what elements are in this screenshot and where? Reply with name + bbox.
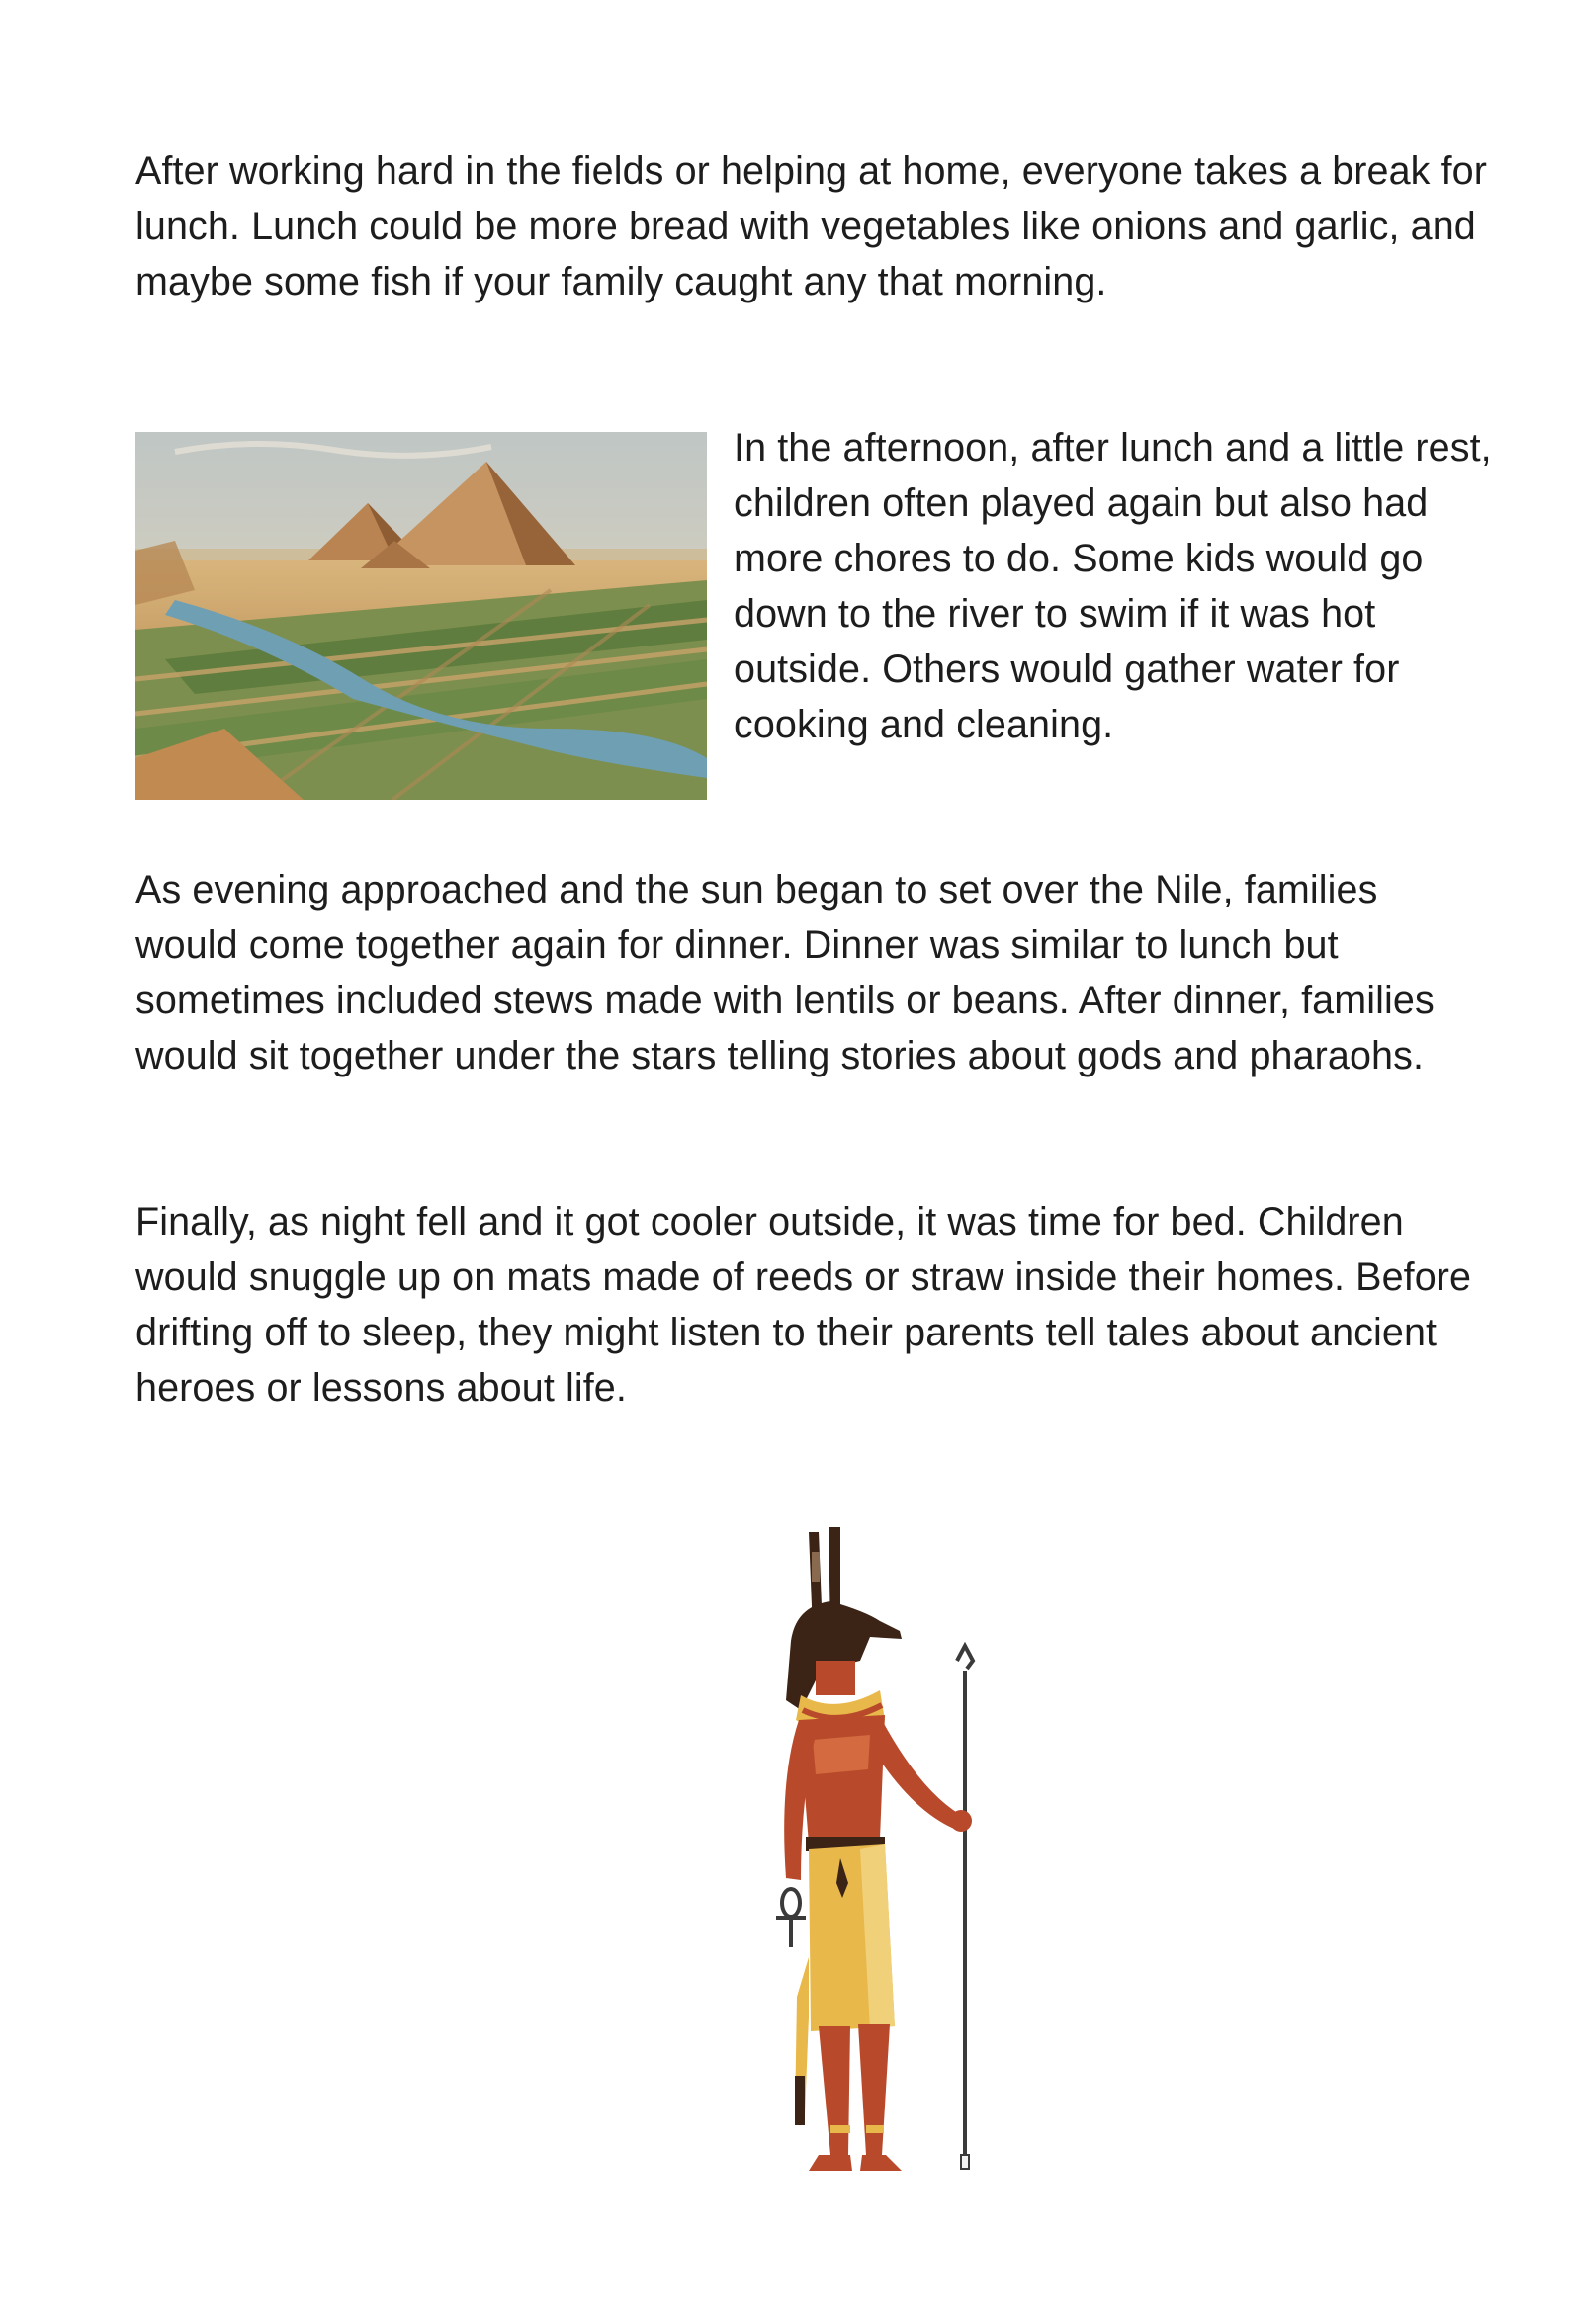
- paragraph-afternoon: In the afternoon, after lunch and a little rest, children often played again but also had more chores to do. Some kids would go down to the river to swim if it was hot outside. Others would gather water for cooking and cleaning.: [734, 426, 1492, 746]
- pyramids-nile-illustration: [135, 432, 707, 800]
- paragraph-lunch: After working hard in the fields or helping at home, everyone takes a break for lunch. Lunch could be more bread with vegetables like onions and garlic, and maybe some fish if your family caught any that morning.: [135, 149, 1488, 303]
- paragraph-night: Finally, as night fell and it got cooler outside, it was time for bed. Children would snuggle up on mats made of reeds or straw inside their homes. Before drifting off to sleep, they might listen to their parents tell tales about ancient heroes or lessons about life.: [135, 1200, 1472, 1410]
- paragraph-evening: As evening approached and the sun began to set over the Nile, families would come together again for dinner. Dinner was similar to lunch but sometimes included stews made with lentils or beans. After dinner, families would sit together under the stars telling stories about gods and pharaohs.: [135, 868, 1435, 1077]
- egyptian-god-set-illustration: [692, 1522, 1008, 2195]
- pyramids-image: [135, 432, 707, 800]
- god-image: [692, 1522, 1008, 2195]
